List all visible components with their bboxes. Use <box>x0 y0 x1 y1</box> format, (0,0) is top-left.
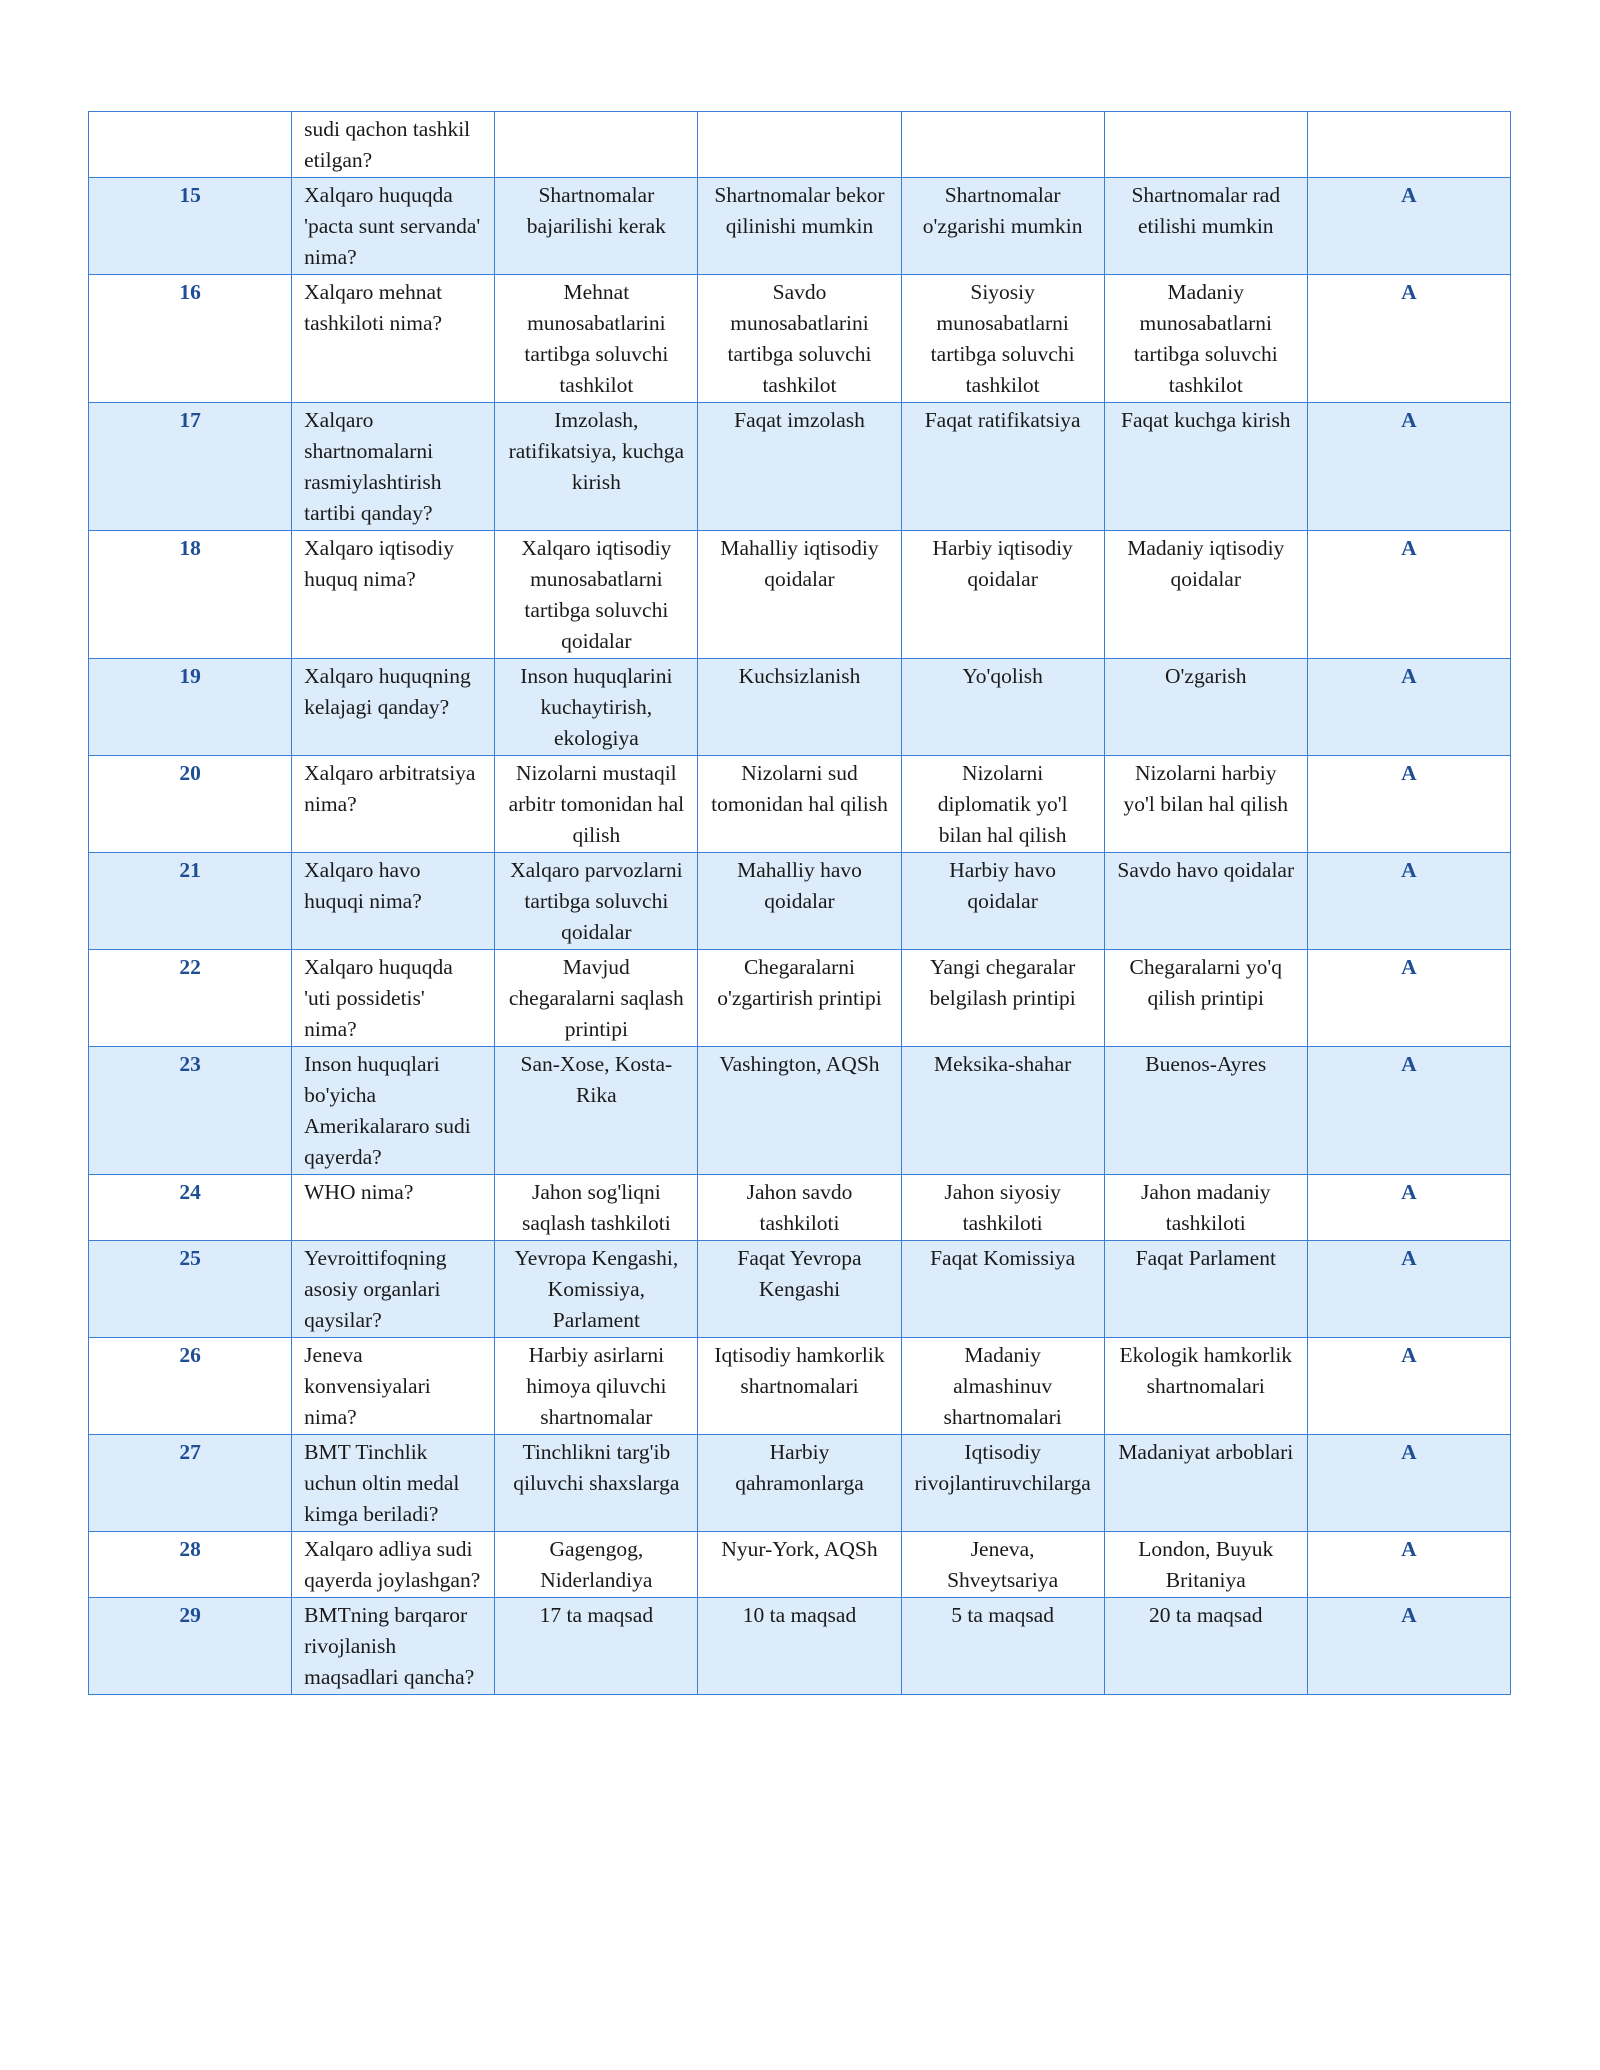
question-text: Xalqaro iqtisodiy huquq nima? <box>292 531 495 659</box>
table-row <box>89 178 1511 275</box>
option-a: Imzolash, ratifikatsiya, kuchga kirish <box>495 403 698 531</box>
correct-answer: A <box>1307 756 1510 853</box>
option-c: Nizolarni diplomatik yo'l bilan hal qilish <box>901 756 1104 853</box>
quiz-table <box>88 111 1511 1695</box>
table-row <box>89 1241 1511 1338</box>
option-d: O'zgarish <box>1104 659 1307 756</box>
table-row <box>89 1338 1511 1435</box>
question-text: Xalqaro huquqning kelajagi qanday? <box>292 659 495 756</box>
question-number: 19 <box>89 659 292 756</box>
option-c: Iqtisodiy rivojlantiruvchilarga <box>901 1435 1104 1532</box>
table-row <box>89 1598 1511 1695</box>
option-b: Iqtisodiy hamkorlik shartnomalari <box>698 1338 901 1435</box>
question-number: 20 <box>89 756 292 853</box>
option-b: Kuchsizlanish <box>698 659 901 756</box>
table-row <box>89 1532 1511 1598</box>
question-text: Xalqaro shartnomalarni rasmiylashtirish tartibi qanday? <box>292 403 495 531</box>
option-b: Nizolarni sud tomonidan hal qilish <box>698 756 901 853</box>
option-d: Savdo havo qoidalar <box>1104 853 1307 950</box>
option-d: Faqat Parlament <box>1104 1241 1307 1338</box>
option-d: Buenos-Ayres <box>1104 1047 1307 1175</box>
table-row <box>89 950 1511 1047</box>
option-a: Jahon sog'liqni saqlash tashkiloti <box>495 1175 698 1241</box>
correct-answer: A <box>1307 1338 1510 1435</box>
option-a: Harbiy asirlarni himoya qiluvchi shartnomalar <box>495 1338 698 1435</box>
table-row <box>89 1435 1511 1532</box>
question-number: 21 <box>89 853 292 950</box>
option-c: Madaniy almashinuv shartnomalari <box>901 1338 1104 1435</box>
option-a: Tinchlikni targ'ib qiluvchi shaxslarga <box>495 1435 698 1532</box>
question-text: WHO nima? <box>292 1175 495 1241</box>
correct-answer: A <box>1307 275 1510 403</box>
question-number: 17 <box>89 403 292 531</box>
correct-answer: A <box>1307 659 1510 756</box>
option-d: Ekologik hamkorlik shartnomalari <box>1104 1338 1307 1435</box>
option-c: Harbiy havo qoidalar <box>901 853 1104 950</box>
question-number: 24 <box>89 1175 292 1241</box>
question-number: 16 <box>89 275 292 403</box>
question-number <box>89 112 292 178</box>
correct-answer: A <box>1307 178 1510 275</box>
option-a: Xalqaro parvozlarni tartibga soluvchi qoidalar <box>495 853 698 950</box>
option-b: Faqat imzolash <box>698 403 901 531</box>
table-row <box>89 531 1511 659</box>
question-text: Xalqaro arbitratsiya nima? <box>292 756 495 853</box>
option-a: Gagengog, Niderlandiya <box>495 1532 698 1598</box>
option-d: Madaniy munosabatlarni tartibga soluvchi tashkilot <box>1104 275 1307 403</box>
option-b: Nyur-York, AQSh <box>698 1532 901 1598</box>
quiz-page <box>88 111 1511 1695</box>
question-number: 26 <box>89 1338 292 1435</box>
option-b <box>698 112 901 178</box>
option-c <box>901 112 1104 178</box>
quiz-table-body <box>89 112 1511 1695</box>
correct-answer: A <box>1307 1175 1510 1241</box>
option-b: Mahalliy iqtisodiy qoidalar <box>698 531 901 659</box>
correct-answer: A <box>1307 403 1510 531</box>
option-a: Xalqaro iqtisodiy munosabatlarni tartibga soluvchi qoidalar <box>495 531 698 659</box>
question-number: 18 <box>89 531 292 659</box>
option-d: Madaniyat arboblari <box>1104 1435 1307 1532</box>
option-a: San-Xose, Kosta-Rika <box>495 1047 698 1175</box>
option-b: Chegaralarni o'zgartirish printipi <box>698 950 901 1047</box>
option-c: Yangi chegaralar belgilash printipi <box>901 950 1104 1047</box>
option-c: Yo'qolish <box>901 659 1104 756</box>
option-b: Mahalliy havo qoidalar <box>698 853 901 950</box>
option-b: 10 ta maqsad <box>698 1598 901 1695</box>
option-d: Jahon madaniy tashkiloti <box>1104 1175 1307 1241</box>
option-a: Shartnomalar bajarilishi kerak <box>495 178 698 275</box>
table-row <box>89 1175 1511 1241</box>
option-b: Jahon savdo tashkiloti <box>698 1175 901 1241</box>
correct-answer: A <box>1307 1047 1510 1175</box>
question-text: Xalqaro havo huquqi nima? <box>292 853 495 950</box>
option-b: Faqat Yevropa Kengashi <box>698 1241 901 1338</box>
option-c: Siyosiy munosabatlarni tartibga soluvchi tashkilot <box>901 275 1104 403</box>
question-text: Xalqaro huquqda 'uti possidetis' nima? <box>292 950 495 1047</box>
option-a: Nizolarni mustaqil arbitr tomonidan hal qilish <box>495 756 698 853</box>
option-c: Harbiy iqtisodiy qoidalar <box>901 531 1104 659</box>
question-text: Inson huquqlari bo'yicha Amerikalararo sudi qayerda? <box>292 1047 495 1175</box>
correct-answer: A <box>1307 531 1510 659</box>
option-a: Mavjud chegaralarni saqlash printipi <box>495 950 698 1047</box>
option-d: Madaniy iqtisodiy qoidalar <box>1104 531 1307 659</box>
question-number: 27 <box>89 1435 292 1532</box>
option-c: 5 ta maqsad <box>901 1598 1104 1695</box>
correct-answer: A <box>1307 853 1510 950</box>
table-row <box>89 659 1511 756</box>
option-d: London, Buyuk Britaniya <box>1104 1532 1307 1598</box>
option-d: 20 ta maqsad <box>1104 1598 1307 1695</box>
correct-answer: A <box>1307 1532 1510 1598</box>
option-c: Faqat Komissiya <box>901 1241 1104 1338</box>
question-text: Yevroittifoqning asosiy organlari qaysilar? <box>292 1241 495 1338</box>
question-number: 29 <box>89 1598 292 1695</box>
question-text: Jeneva konvensiyalari nima? <box>292 1338 495 1435</box>
option-d <box>1104 112 1307 178</box>
table-row <box>89 756 1511 853</box>
table-row <box>89 403 1511 531</box>
option-a: Mehnat munosabatlarini tartibga soluvchi tashkilot <box>495 275 698 403</box>
question-text: Xalqaro huquqda 'pacta sunt servanda' nima? <box>292 178 495 275</box>
option-d: Faqat kuchga kirish <box>1104 403 1307 531</box>
option-c: Jeneva, Shveytsariya <box>901 1532 1104 1598</box>
correct-answer: A <box>1307 950 1510 1047</box>
question-text: Xalqaro mehnat tashkiloti nima? <box>292 275 495 403</box>
option-a <box>495 112 698 178</box>
option-d: Nizolarni harbiy yo'l bilan hal qilish <box>1104 756 1307 853</box>
option-a: Yevropa Kengashi, Komissiya, Parlament <box>495 1241 698 1338</box>
option-c: Faqat ratifikatsiya <box>901 403 1104 531</box>
option-a: 17 ta maqsad <box>495 1598 698 1695</box>
question-number: 28 <box>89 1532 292 1598</box>
question-number: 22 <box>89 950 292 1047</box>
table-row <box>89 275 1511 403</box>
option-c: Shartnomalar o'zgarishi mumkin <box>901 178 1104 275</box>
option-b: Vashington, AQSh <box>698 1047 901 1175</box>
question-text: Xalqaro adliya sudi qayerda joylashgan? <box>292 1532 495 1598</box>
question-number: 15 <box>89 178 292 275</box>
question-number: 25 <box>89 1241 292 1338</box>
correct-answer: A <box>1307 1241 1510 1338</box>
question-number: 23 <box>89 1047 292 1175</box>
option-b: Shartnomalar bekor qilinishi mumkin <box>698 178 901 275</box>
option-a: Inson huquqlarini kuchaytirish, ekologiya <box>495 659 698 756</box>
correct-answer: A <box>1307 1435 1510 1532</box>
option-c: Meksika-shahar <box>901 1047 1104 1175</box>
question-text: BMT Tinchlik uchun oltin medal kimga beriladi? <box>292 1435 495 1532</box>
option-b: Savdo munosabatlarini tartibga soluvchi tashkilot <box>698 275 901 403</box>
table-row <box>89 112 1511 178</box>
option-c: Jahon siyosiy tashkiloti <box>901 1175 1104 1241</box>
table-row <box>89 1047 1511 1175</box>
option-d: Chegaralarni yo'q qilish printipi <box>1104 950 1307 1047</box>
correct-answer <box>1307 112 1510 178</box>
option-d: Shartnomalar rad etilishi mumkin <box>1104 178 1307 275</box>
question-text: BMTning barqaror rivojlanish maqsadlari qancha? <box>292 1598 495 1695</box>
option-b: Harbiy qahramonlarga <box>698 1435 901 1532</box>
correct-answer: A <box>1307 1598 1510 1695</box>
table-row <box>89 853 1511 950</box>
question-text: sudi qachon tashkil etilgan? <box>292 112 495 178</box>
